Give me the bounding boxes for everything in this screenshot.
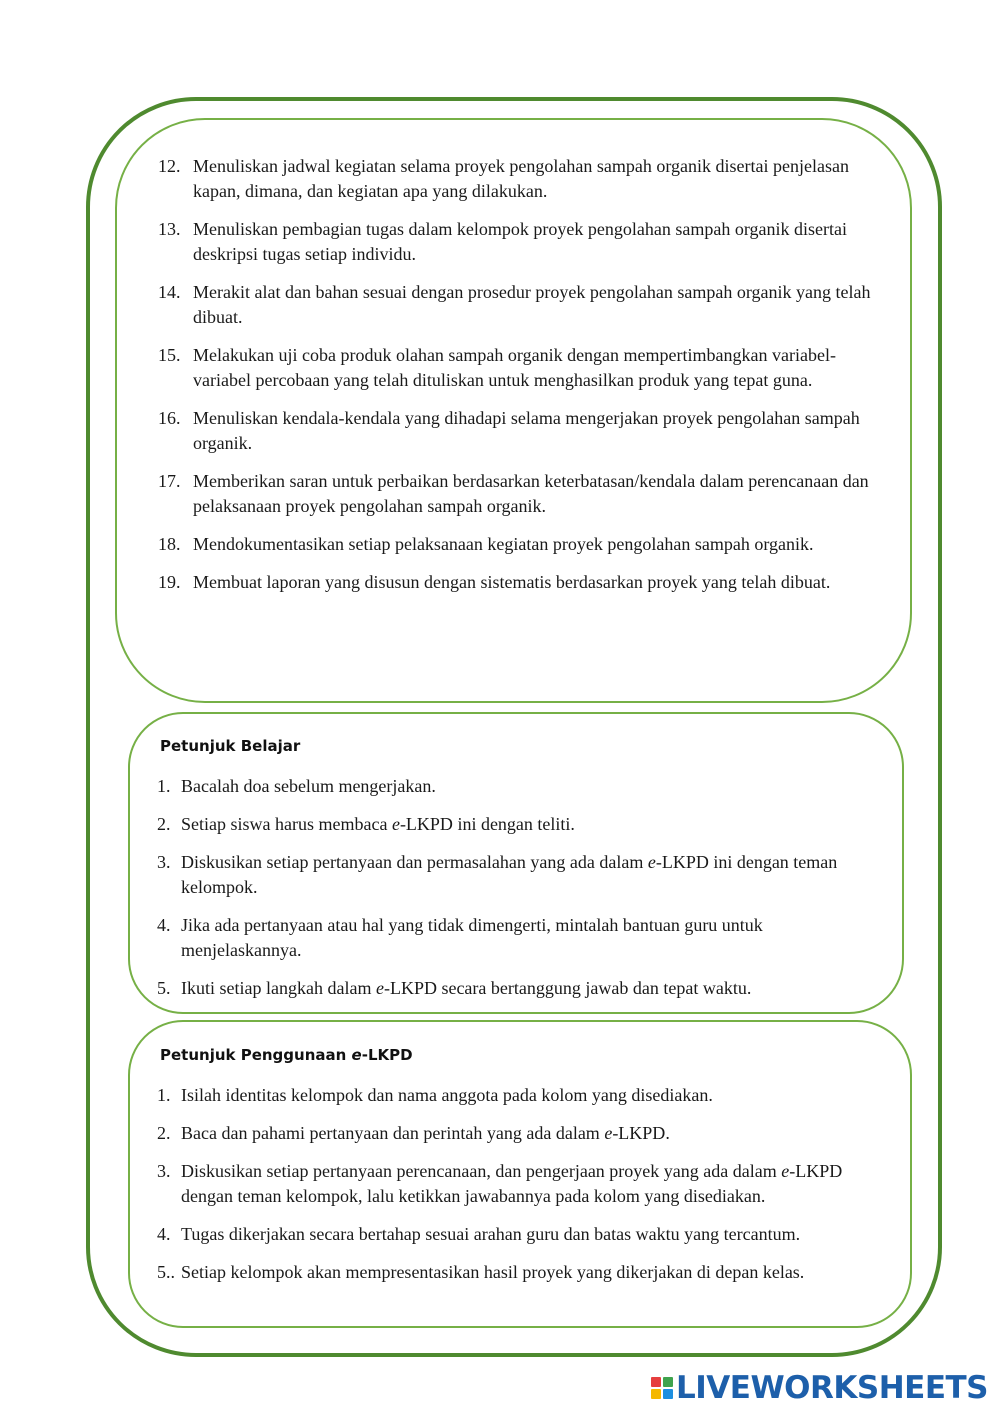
list-item: 15. Melakukan uji coba produk olahan sampah organik dengan mempertimbangkan variabel-variabel percobaan yang telah dituliskan untuk menghasilkan produk yang tepat guna. bbox=[158, 345, 836, 390]
logo-square-icon bbox=[663, 1389, 673, 1399]
list-item: 4. Jika ada pertanyaan atau hal yang tidak dimengerti, mintalah bantuan guru untuk menjelaskannya. bbox=[157, 915, 763, 960]
logo-square-icon bbox=[663, 1377, 673, 1387]
liveworksheets-logo[interactable] bbox=[651, 1370, 988, 1406]
list-item: 14. Merakit alat dan bahan sesuai dengan prosedur proyek pengolahan sampah organik yang telah dibuat. bbox=[158, 282, 871, 327]
list-item: 13. Menuliskan pembagian tugas dalam kelompok proyek pengolahan sampah organik disertai deskripsi tugas setiap individu. bbox=[158, 219, 848, 264]
list-item: 1. Isilah identitas kelompok dan nama anggota pada kolom yang disediakan. bbox=[157, 1085, 713, 1105]
list-item: 1. Bacalah doa sebelum mengerjakan. bbox=[157, 776, 436, 796]
list-item: 4. Tugas dikerjakan secara bertahap sesuai arahan guru dan batas waktu yang tercantum. bbox=[157, 1224, 801, 1244]
list-item: 2. Baca dan pahami pertanyaan dan perintah yang ada dalam e-LKPD. bbox=[157, 1123, 670, 1143]
competency-list bbox=[158, 154, 878, 608]
list-item: 3. Diskusikan setiap pertanyaan dan permasalahan yang ada dalam e-LKPD ini dengan teman kelompok. bbox=[157, 852, 838, 897]
learning-instructions-list bbox=[157, 774, 877, 1014]
usage-instructions-list bbox=[157, 1083, 897, 1298]
list-item: 5. Ikuti setiap langkah dalam e-LKPD secara bertanggung jawab dan tepat waktu. bbox=[157, 978, 752, 998]
list-item: 2. Setiap siswa harus membaca e-LKPD ini dengan teliti. bbox=[157, 814, 575, 834]
list-item: 12. Menuliskan jadwal kegiatan selama proyek pengolahan sampah organik disertai penjelasan kapan, dimana, dan kegiatan apa yang dilakukan. bbox=[158, 156, 849, 201]
list-item: 19. Membuat laporan yang disusun dengan sistematis berdasarkan proyek yang telah dibuat. bbox=[158, 572, 831, 592]
section-title-learning: Petunjuk Belajar bbox=[160, 737, 301, 755]
list-item: 16. Menuliskan kendala-kendala yang dihadapi selama mengerjakan proyek pengolahan sampah organik. bbox=[158, 408, 860, 453]
list-item: 18. Mendokumentasikan setiap pelaksanaan kegiatan proyek pengolahan sampah organik. bbox=[158, 534, 814, 554]
logo-square-icon bbox=[651, 1389, 661, 1399]
liveworksheets-text: LIVEWORKSHEETS bbox=[676, 1370, 988, 1406]
logo-square-icon bbox=[651, 1377, 661, 1387]
section-title-usage: Petunjuk Penggunaan e-LKPD bbox=[160, 1046, 413, 1064]
liveworksheets-icon bbox=[651, 1377, 673, 1399]
list-item: 5.. Setiap kelompok akan mempresentasikan hasil proyek yang dikerjakan di depan kelas. bbox=[157, 1262, 805, 1282]
list-item: 3. Diskusikan setiap pertanyaan perencanaan, dan pengerjaan proyek yang ada dalam e-LKPD dengan teman kelompok, lalu ketikkan jawabannya pada kolom yang disediakan. bbox=[157, 1161, 843, 1206]
list-item: 17. Memberikan saran untuk perbaikan berdasarkan keterbatasan/kendala dalam perencanaan dan pelaksanaan proyek pengolahan sampah organik. bbox=[158, 471, 869, 516]
